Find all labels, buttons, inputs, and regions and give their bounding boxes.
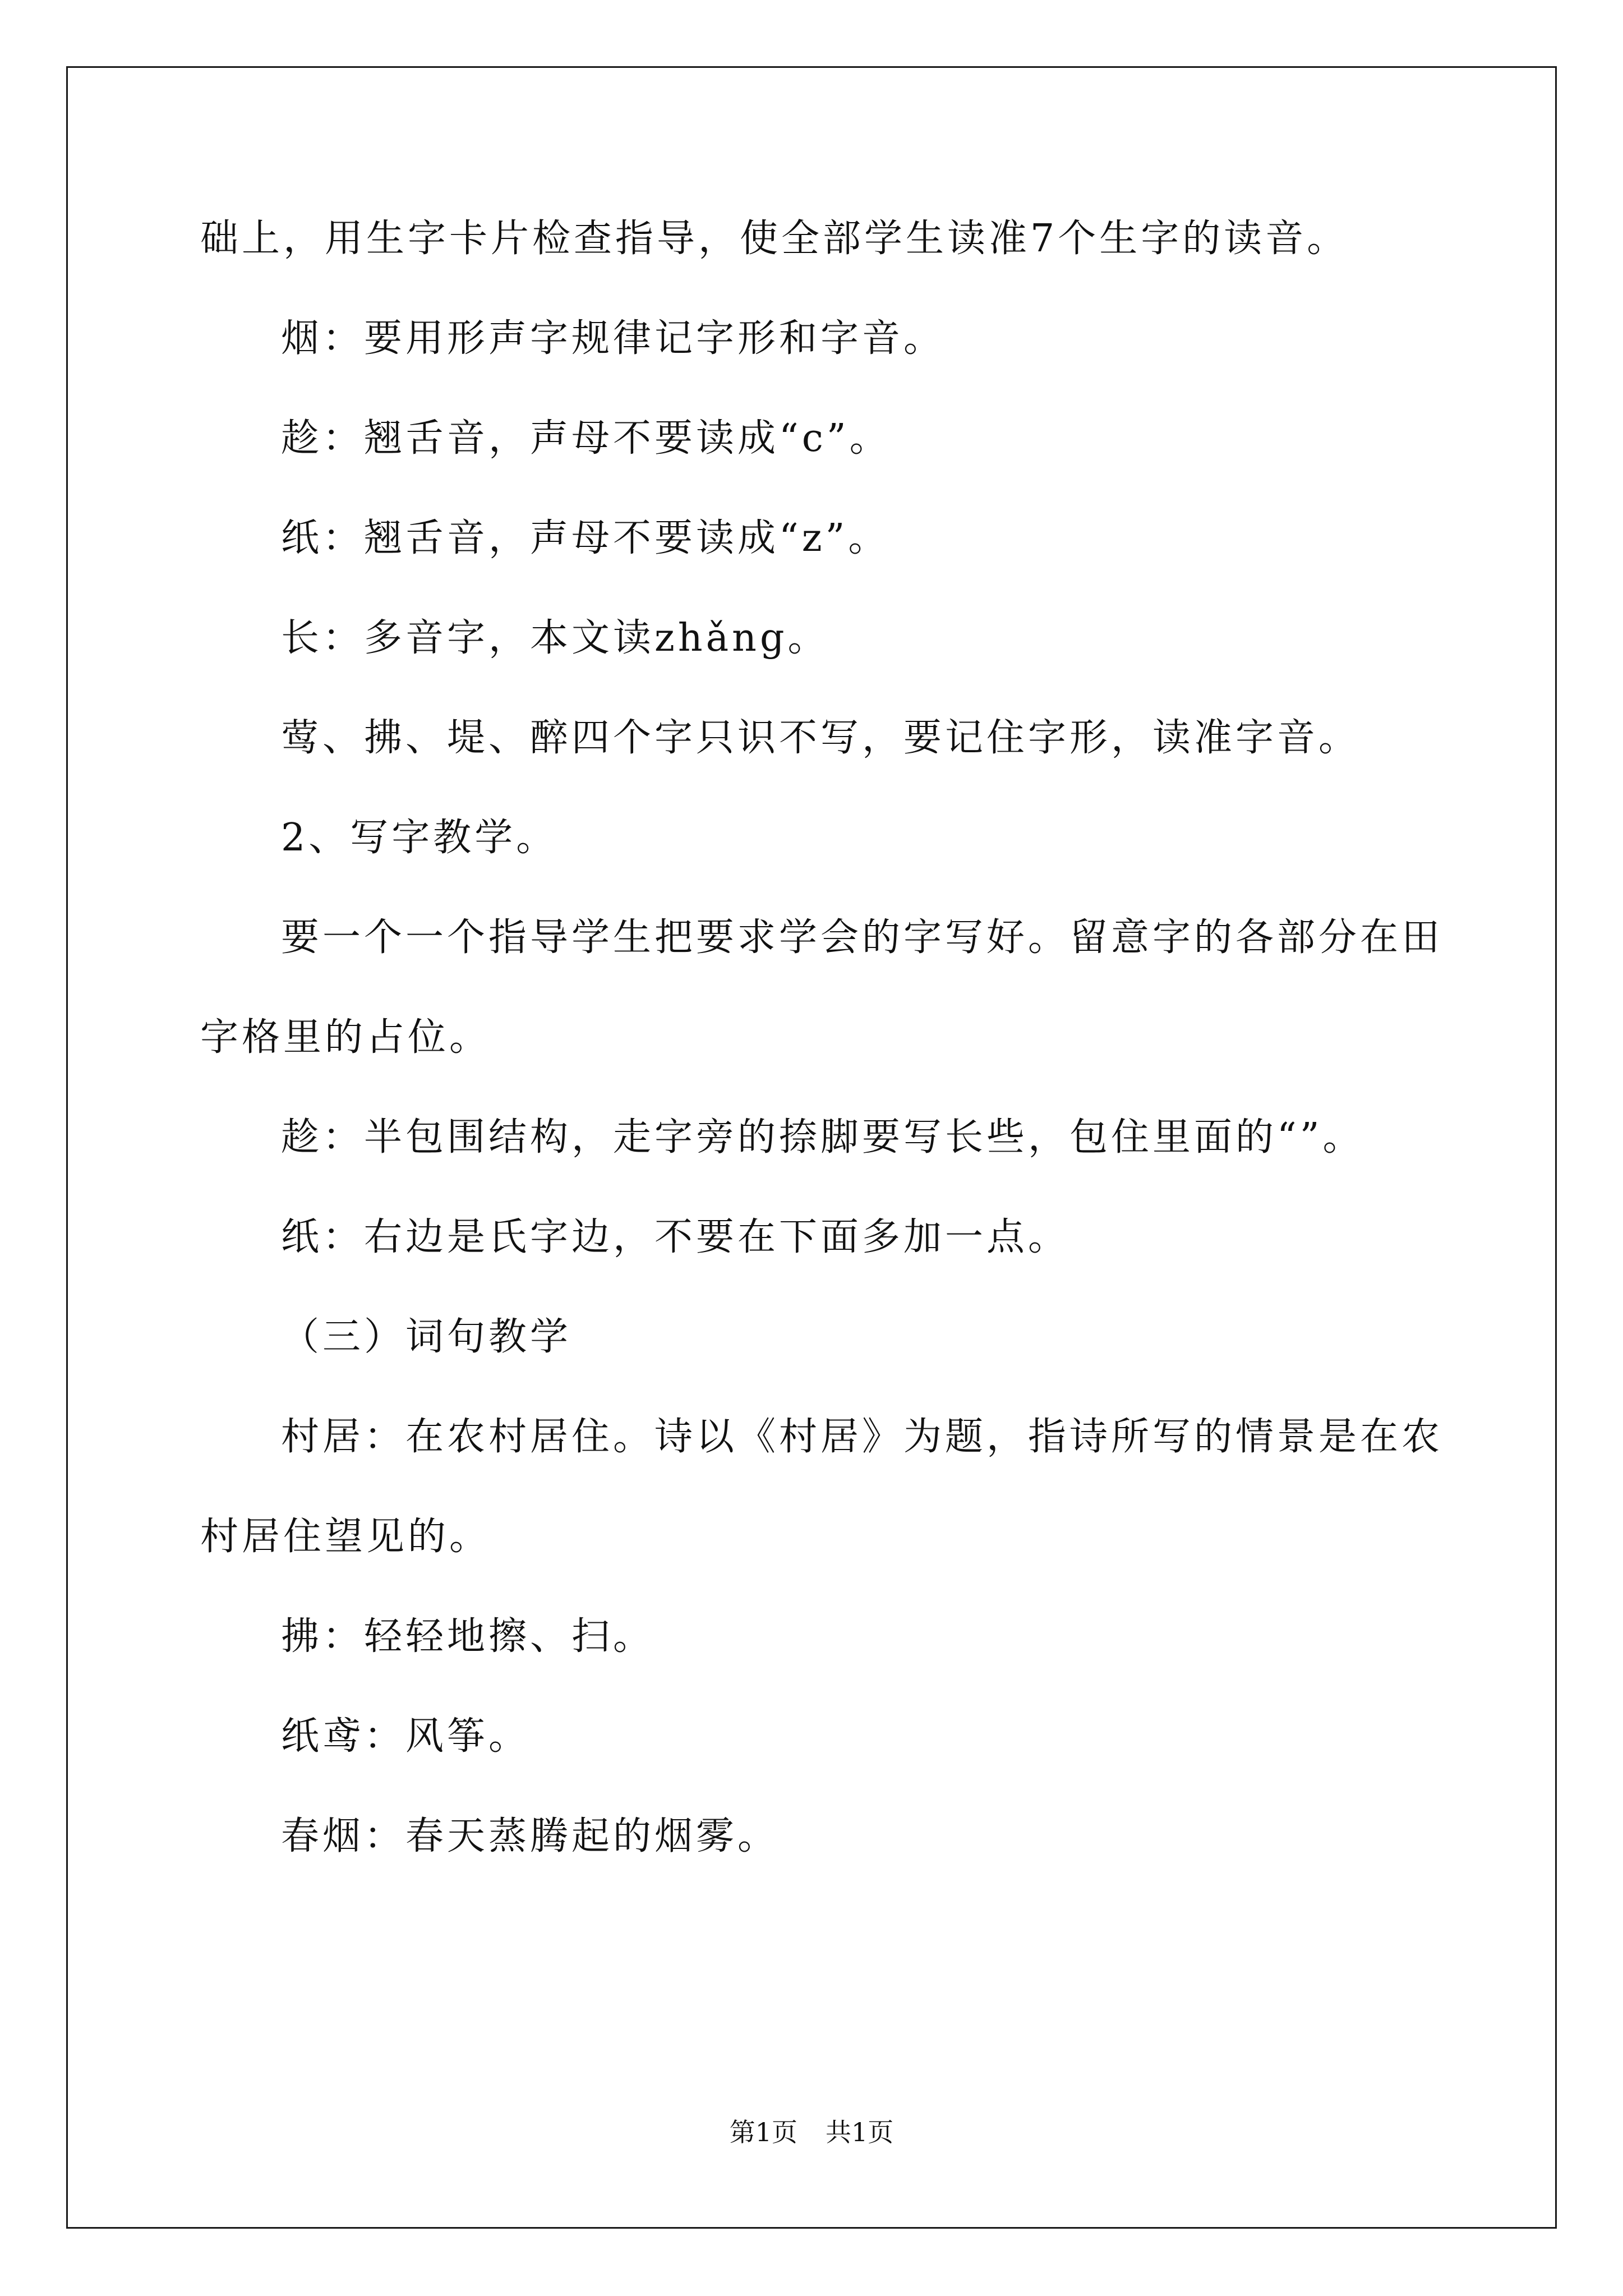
paragraph-4: 纸：翘舌音，声母不要读成“z”。 [281, 516, 890, 560]
paragraph-1: 础上，用生字卡片检查指导，使全部学生读准7个生字的读音。 [200, 217, 1349, 261]
document-body [200, 217, 1444, 1858]
paragraph-11: 纸：右边是氏字边，不要在下面多加一点。 [281, 1215, 1070, 1259]
paragraph-17: 春烟：春天蒸腾起的烟雾。 [281, 1814, 780, 1858]
paragraph-15: 拂：轻轻地擦、扫。 [281, 1614, 655, 1659]
paragraph-7: 2、写字教学。 [281, 816, 558, 860]
paragraph-10: 趁：半包围结构，走字旁的捺脚要写长些，包住里面的“”。 [281, 1115, 1364, 1159]
paragraph-14: 村居住望见的。 [200, 1515, 491, 1559]
paragraph-13: 村居：在农村居住。诗以《村居》为题，指诗所写的情景是在农 [281, 1415, 1444, 1459]
page-total: 共1页 [826, 2117, 894, 2147]
paragraph-16: 纸鸢：风筝。 [281, 1714, 531, 1759]
paragraph-5: 长：多音字，本文读zhǎng。 [281, 616, 829, 660]
section-heading: （三）词句教学 [281, 1315, 572, 1359]
paragraph-6: 莺、拂、堤、醉四个字只识不写，要记住字形，读准字音。 [281, 716, 1361, 760]
paragraph-8: 要一个一个指导学生把要求学会的字写好。留意字的各部分在田 [281, 915, 1444, 960]
paragraph-3: 趁：翘舌音，声母不要读成“c”。 [281, 416, 891, 461]
page-number: 第1页 [729, 2117, 797, 2147]
paragraph-2: 烟：要用形声字规律记字形和字音。 [281, 316, 946, 361]
paragraph-9: 字格里的占位。 [200, 1015, 491, 1060]
page-footer [0, 2118, 1623, 2146]
